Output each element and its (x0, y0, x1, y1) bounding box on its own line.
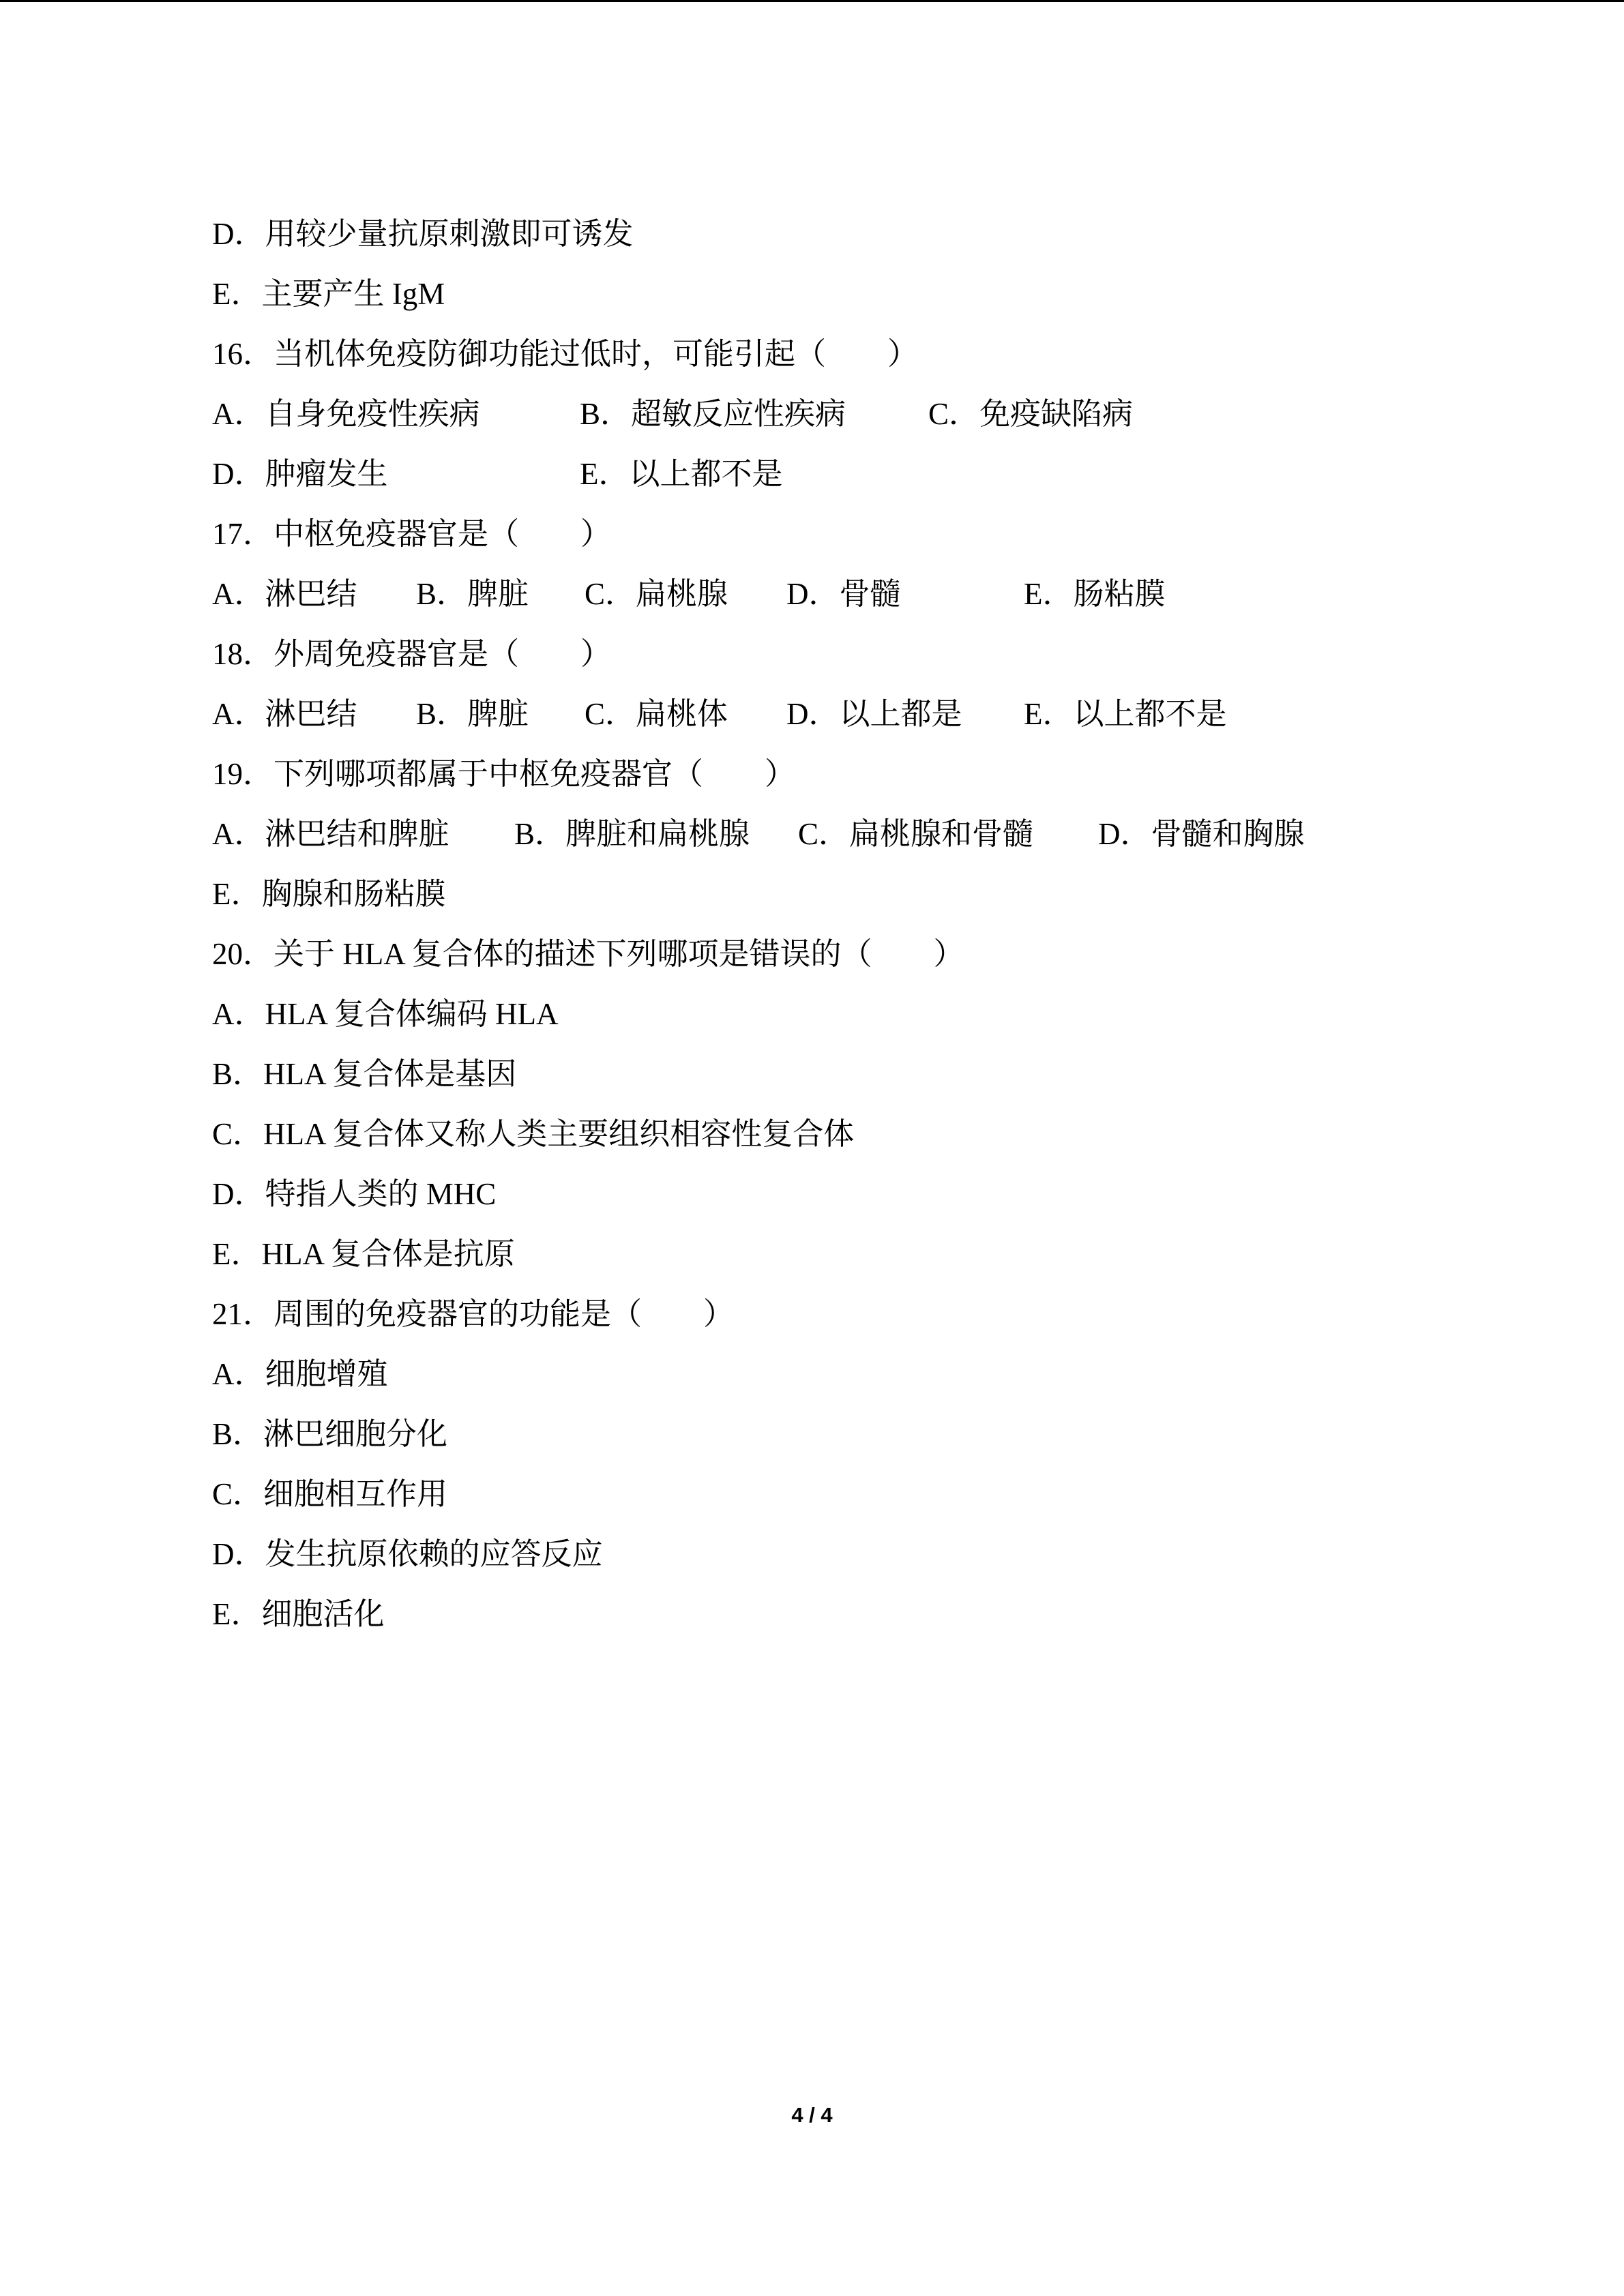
option-b: B．脾脏 (416, 577, 529, 611)
option-d: D．以上都是 (786, 697, 962, 731)
option-a: A．淋巴结和脾脏 (212, 817, 449, 851)
option-c: C．HLA 复合体又称人类主要组织相容性复合体 (212, 1117, 855, 1151)
option-row (212, 1104, 1508, 1164)
option-text: D．用较少量抗原刺激即可诱发 (212, 217, 634, 251)
option-row (212, 1224, 1508, 1284)
option-e: E．胸腺和肠粘膜 (212, 877, 446, 911)
option-a: A．HLA 复合体编码 HLA (212, 997, 559, 1031)
option-b: B．脾脏和扁桃腺 (514, 817, 750, 851)
page-top-border (0, 0, 1624, 2)
option-d: D．肿瘤发生 (212, 457, 388, 491)
option-row (212, 564, 1508, 624)
option-row (212, 1344, 1508, 1404)
option-row (212, 1584, 1508, 1644)
option-row (212, 1164, 1508, 1224)
option-row (212, 1524, 1508, 1584)
option-b: B．HLA 复合体是基因 (212, 1057, 517, 1091)
option-c: C．细胞相互作用 (212, 1477, 448, 1511)
document-body (212, 204, 1508, 1644)
option-row (212, 384, 1508, 444)
question-text: 16．当机体免疫防御功能过低时，可能引起（ ） (212, 337, 919, 371)
question-stem-19 (212, 744, 1508, 804)
option-c: C．扁桃腺和骨髓 (798, 817, 1034, 851)
question-text: 18．外周免疫器官是（ ） (212, 637, 612, 671)
option-row (212, 984, 1508, 1044)
question-stem-21 (212, 1284, 1508, 1344)
option-d: D．骨髓和胸腺 (1098, 817, 1305, 851)
option-line (212, 204, 1508, 264)
option-d: D．特指人类的 MHC (212, 1177, 497, 1211)
option-d: D．骨髓 (786, 577, 901, 611)
question-stem-17 (212, 504, 1508, 564)
option-e: E．细胞活化 (212, 1597, 385, 1631)
option-a: A．淋巴结 (212, 697, 357, 731)
question-stem-20 (212, 924, 1508, 984)
option-row (212, 444, 1508, 504)
option-row (212, 804, 1508, 864)
option-row (212, 1044, 1508, 1104)
option-a: A．自身免疫性疾病 (212, 397, 480, 431)
option-line (212, 264, 1508, 324)
question-text: 19．下列哪项都属于中枢免疫器官（ ） (212, 757, 796, 791)
option-b: B．淋巴细胞分化 (212, 1417, 448, 1451)
question-text: 21．周围的免疫器官的功能是（ ） (212, 1297, 735, 1331)
option-e: E．肠粘膜 (1024, 577, 1166, 611)
option-c: C．免疫缺陷病 (928, 397, 1134, 431)
question-stem-18 (212, 624, 1508, 684)
option-a: A．淋巴结 (212, 577, 357, 611)
option-row (212, 1404, 1508, 1464)
question-text: 20．关于 HLA 复合体的描述下列哪项是错误的（ ） (212, 937, 964, 971)
option-row (212, 684, 1508, 744)
option-d: D．发生抗原依赖的应答反应 (212, 1537, 603, 1571)
option-text: E．主要产生 IgM (212, 277, 445, 311)
option-e: E．HLA 复合体是抗原 (212, 1237, 515, 1271)
question-text: 17．中枢免疫器官是（ ） (212, 517, 612, 551)
question-stem-16 (212, 324, 1508, 384)
option-c: C．扁桃腺 (585, 577, 728, 611)
option-b: B．超敏反应性疾病 (580, 397, 846, 431)
option-row (212, 1464, 1508, 1524)
option-a: A．细胞增殖 (212, 1357, 388, 1391)
option-e: E．以上都不是 (580, 457, 783, 491)
option-b: B．脾脏 (416, 697, 529, 731)
option-row (212, 864, 1508, 924)
page-number: 4 / 4 (791, 2103, 833, 2127)
option-c: C．扁桃体 (585, 697, 728, 731)
option-e: E．以上都不是 (1024, 697, 1227, 731)
